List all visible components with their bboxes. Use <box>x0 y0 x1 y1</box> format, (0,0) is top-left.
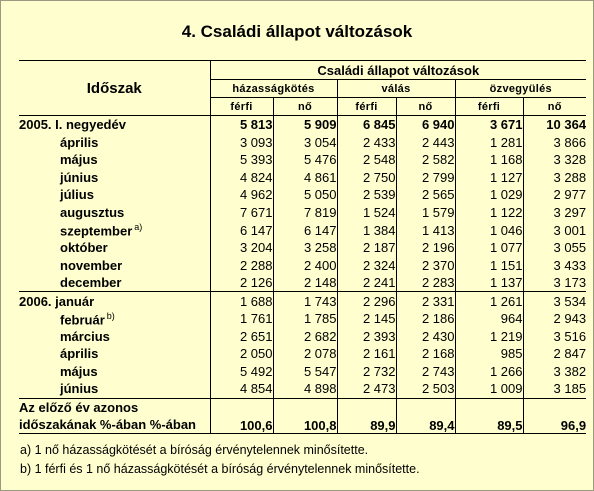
table-cell: 2 078 <box>273 345 337 363</box>
table-cell: 3 288 <box>523 169 586 187</box>
table-cell: 1 743 <box>273 292 337 310</box>
table-cell: 1 151 <box>455 256 523 274</box>
gender-header: férfi <box>455 98 523 116</box>
group-header: Családi állapot változások <box>210 61 586 80</box>
percent-label: Az előző év azonos <box>19 398 210 416</box>
footnote-marker: a) <box>134 221 143 232</box>
table-cell: 2 799 <box>396 169 455 187</box>
table-cell: 1 579 <box>396 204 455 222</box>
table-cell: 2 186 <box>396 310 455 328</box>
table-cell: 2 565 <box>396 186 455 204</box>
table-cell: 4 861 <box>273 169 337 187</box>
table-cell: 2 977 <box>523 186 586 204</box>
table-cell: 3 328 <box>523 151 586 169</box>
row-label <box>19 116 210 134</box>
table-cell: 1 281 <box>455 134 523 152</box>
gender-header: nő <box>396 98 455 116</box>
percent-cell: 100,6 <box>210 416 273 434</box>
percent-cell: 100,8 <box>273 416 337 434</box>
table-cell: 7 671 <box>210 204 273 222</box>
table-row <box>19 292 586 310</box>
table-cell: 2 288 <box>210 256 273 274</box>
row-label-text: 2005. I. negyedév <box>19 117 126 133</box>
table-cell: 4 898 <box>273 380 337 398</box>
row-label <box>19 239 210 257</box>
table-cell: 5 476 <box>273 151 337 169</box>
table-cell: 1 688 <box>210 292 273 310</box>
table-cell: 1 384 <box>337 221 396 239</box>
table-row <box>19 363 586 381</box>
table-cell: 2 433 <box>337 134 396 152</box>
table-cell: 2 539 <box>337 186 396 204</box>
table-cell: 1 046 <box>455 221 523 239</box>
table-cell: 3 185 <box>523 380 586 398</box>
footnote-b: b) 1 férfi és 1 nő házasságkötését a bíróság érvénytelennek minősítette. <box>20 462 420 476</box>
row-label-text: szeptember <box>60 223 133 239</box>
row-label <box>19 186 210 204</box>
table-row <box>19 169 586 187</box>
table-cell: 6 147 <box>210 221 273 239</box>
table-cell: 3 055 <box>523 239 586 257</box>
table-cell: 2 126 <box>210 274 273 292</box>
table-cell: 1 266 <box>455 363 523 381</box>
row-label-text: július <box>60 187 94 203</box>
table-cell: 1 785 <box>273 310 337 328</box>
table-cell: 2 473 <box>337 380 396 398</box>
table-cell: 2 732 <box>337 363 396 381</box>
table-cell: 2 187 <box>337 239 396 257</box>
row-label-text: május <box>60 363 98 379</box>
percent-label: időszakának %-ában %-ában <box>19 416 210 434</box>
table-cell: 4 854 <box>210 380 273 398</box>
row-label-text: április <box>60 134 99 150</box>
table-cell: 2 682 <box>273 328 337 346</box>
table-cell: 5 050 <box>273 186 337 204</box>
table-cell: 985 <box>455 345 523 363</box>
table-cell: 2 148 <box>273 274 337 292</box>
page-title: 4. Családi állapot változások <box>181 22 413 41</box>
table-cell: 2 400 <box>273 256 337 274</box>
row-label <box>19 345 210 363</box>
table-cell: 5 547 <box>273 363 337 381</box>
row-label-text: március <box>60 328 110 344</box>
table-cell: 7 819 <box>273 204 337 222</box>
row-label-text: 2006. január <box>19 293 95 309</box>
table-cell: 2 196 <box>396 239 455 257</box>
table-cell: 3 297 <box>523 204 586 222</box>
table-cell: 2 503 <box>396 380 455 398</box>
table-cell: 1 009 <box>455 380 523 398</box>
table-row <box>19 310 586 328</box>
table-cell: 1 077 <box>455 239 523 257</box>
table-cell: 2 943 <box>523 310 586 328</box>
table-cell: 4 824 <box>210 169 273 187</box>
category-header-widowhood: özvegyülés <box>455 80 586 98</box>
table-row <box>19 151 586 169</box>
row-label <box>19 151 210 169</box>
category-header-divorce: válás <box>337 80 455 98</box>
row-label <box>19 221 210 239</box>
table-cell: 6 940 <box>396 116 455 134</box>
row-label <box>19 310 210 328</box>
percent-cell: 89,5 <box>455 416 523 434</box>
gender-header: nő <box>523 98 586 116</box>
table-cell: 2 393 <box>337 328 396 346</box>
table-cell: 4 962 <box>210 186 273 204</box>
table-row <box>19 328 586 346</box>
table-cell: 2 847 <box>523 345 586 363</box>
percent-cell: 96,9 <box>523 416 586 434</box>
table-cell: 1 168 <box>455 151 523 169</box>
table-cell: 2 750 <box>337 169 396 187</box>
table-cell: 2 370 <box>396 256 455 274</box>
table-row <box>19 380 586 398</box>
row-label-text: június <box>60 381 99 397</box>
row-label-text: február <box>60 311 105 327</box>
row-label <box>19 169 210 187</box>
table-cell: 1 122 <box>455 204 523 222</box>
period-header: Időszak <box>19 61 210 116</box>
table-cell: 2 548 <box>337 151 396 169</box>
table-cell: 6 147 <box>273 221 337 239</box>
table-row <box>19 134 586 152</box>
table-cell: 3 382 <box>523 363 586 381</box>
row-label-text: november <box>60 257 123 273</box>
table-row <box>19 116 586 134</box>
table-cell: 3 516 <box>523 328 586 346</box>
table-cell: 2 443 <box>396 134 455 152</box>
table-header <box>19 61 586 116</box>
table-cell: 10 364 <box>523 116 586 134</box>
table-cell: 3 001 <box>523 221 586 239</box>
statistics-table <box>19 60 586 434</box>
table-cell: 3 433 <box>523 256 586 274</box>
table-cell: 1 261 <box>455 292 523 310</box>
row-label <box>19 204 210 222</box>
table-cell: 2 145 <box>337 310 396 328</box>
table-cell: 5 492 <box>210 363 273 381</box>
footnote-marker: b) <box>106 310 115 321</box>
table-cell: 1 413 <box>396 221 455 239</box>
table-cell: 1 219 <box>455 328 523 346</box>
table-row <box>19 204 586 222</box>
table-body <box>19 116 586 399</box>
table-cell: 5 393 <box>210 151 273 169</box>
table-cell: 2 283 <box>396 274 455 292</box>
row-label <box>19 256 210 274</box>
table-cell: 3 173 <box>523 274 586 292</box>
table-cell: 964 <box>455 310 523 328</box>
table-cell: 3 204 <box>210 239 273 257</box>
table-cell: 2 743 <box>396 363 455 381</box>
table-cell: 3 258 <box>273 239 337 257</box>
footnote-a: a) 1 nő házasságkötését a bíróság érvénytelennek minősítette. <box>20 443 369 457</box>
table-cell: 5 909 <box>273 116 337 134</box>
table-row <box>19 186 586 204</box>
gender-header: nő <box>273 98 337 116</box>
percent-cell: 89,4 <box>396 416 455 434</box>
table-row <box>19 345 586 363</box>
table-cell: 3 534 <box>523 292 586 310</box>
row-label-text: október <box>60 240 108 256</box>
category-header-marriage: házasságkötés <box>210 80 337 98</box>
table-cell: 1 029 <box>455 186 523 204</box>
table-row <box>19 239 586 257</box>
row-label <box>19 134 210 152</box>
percent-cell: 89,9 <box>337 416 396 434</box>
table-cell: 3 866 <box>523 134 586 152</box>
table-cell: 3 671 <box>455 116 523 134</box>
gender-header: férfi <box>210 98 273 116</box>
table-row <box>19 256 586 274</box>
table-cell: 2 331 <box>396 292 455 310</box>
row-label <box>19 380 210 398</box>
row-label <box>19 292 210 310</box>
row-label-text: május <box>60 152 98 168</box>
table-cell: 1 524 <box>337 204 396 222</box>
footnotes <box>20 441 420 479</box>
table-cell: 6 845 <box>337 116 396 134</box>
table-cell: 2 430 <box>396 328 455 346</box>
table-cell: 2 296 <box>337 292 396 310</box>
table-cell: 3 054 <box>273 134 337 152</box>
table-cell: 5 813 <box>210 116 273 134</box>
row-label <box>19 328 210 346</box>
table-cell: 2 161 <box>337 345 396 363</box>
table-row <box>19 221 586 239</box>
row-label-text: április <box>60 346 99 362</box>
table-cell: 2 050 <box>210 345 273 363</box>
row-label-text: augusztus <box>60 205 125 220</box>
table-cell: 2 168 <box>396 345 455 363</box>
row-label-text: december <box>60 275 122 291</box>
gender-header: férfi <box>337 98 396 116</box>
percent-section <box>19 398 586 433</box>
table-row <box>19 274 586 292</box>
table-cell: 3 093 <box>210 134 273 152</box>
table-cell: 1 137 <box>455 274 523 292</box>
table-cell: 2 582 <box>396 151 455 169</box>
row-label-text: június <box>60 169 99 185</box>
table-cell: 2 241 <box>337 274 396 292</box>
table-cell: 1 127 <box>455 169 523 187</box>
table-cell: 2 651 <box>210 328 273 346</box>
table-cell: 2 324 <box>337 256 396 274</box>
row-label <box>19 274 210 292</box>
row-label <box>19 363 210 381</box>
table-cell: 1 761 <box>210 310 273 328</box>
